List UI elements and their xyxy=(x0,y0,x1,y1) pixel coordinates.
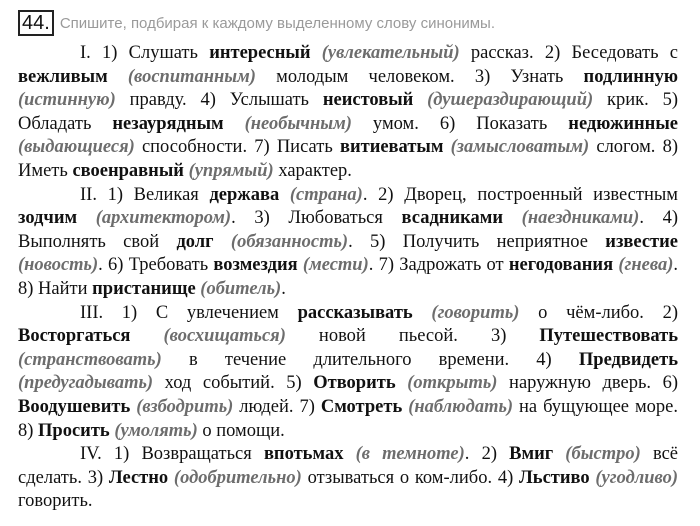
synonym: (новость) xyxy=(18,255,99,276)
exercise-header xyxy=(18,8,495,38)
text-run: способности. 7) Писать xyxy=(134,137,340,158)
synonym: (архитектором) xyxy=(95,208,232,229)
text-run xyxy=(503,208,522,228)
highlighted-word: негодования xyxy=(508,255,614,276)
synonym: (обитель) xyxy=(200,278,282,299)
text-run: в течение длительного времени. 4) xyxy=(161,349,579,370)
highlighted-word: Восторгаться xyxy=(18,326,131,347)
highlighted-word: пристанище xyxy=(92,278,196,299)
synonym: (в темноте) xyxy=(355,444,465,465)
synonym: (страна) xyxy=(289,184,363,205)
text-run xyxy=(77,208,96,228)
synonym: (выдающиеся) xyxy=(18,137,135,158)
highlighted-word: витиеватым xyxy=(339,137,444,158)
highlighted-word: подлинную xyxy=(583,66,679,87)
synonym: (замысловатым) xyxy=(450,137,590,158)
highlighted-word: Смотреть xyxy=(320,396,403,417)
text-run: слогом. 8) Иметь xyxy=(18,137,678,181)
highlighted-word: впотьмах xyxy=(263,444,344,465)
highlighted-word: Просить xyxy=(38,420,110,441)
highlighted-word: Лестно xyxy=(108,467,169,488)
text-run xyxy=(108,67,128,87)
synonym: (гнева) xyxy=(618,255,674,276)
text-run: . 2) xyxy=(464,444,510,465)
highlighted-word: Отворить xyxy=(313,373,396,394)
highlighted-word: неистовый xyxy=(322,90,414,111)
highlighted-word: Путешествовать xyxy=(539,326,678,347)
text-run xyxy=(413,303,432,323)
highlighted-word: незаурядным xyxy=(112,113,224,134)
highlighted-word: рассказывать xyxy=(297,302,413,323)
section-III xyxy=(18,302,678,444)
text-run xyxy=(279,185,290,205)
text-run xyxy=(214,232,231,252)
highlighted-word: своенравный xyxy=(72,160,184,181)
text-run xyxy=(130,326,163,346)
text-run: говорить. xyxy=(18,491,93,512)
text-run: . 2) Дворец, построенный известным xyxy=(362,184,679,205)
highlighted-word: долг xyxy=(176,231,214,252)
text-run xyxy=(553,444,565,464)
synonym: (одобрительно) xyxy=(173,467,302,488)
text-run: IV. 1) Возвращаться xyxy=(80,444,264,465)
text-run: ход событий. 5) xyxy=(153,373,314,394)
text-run: о помощи. xyxy=(197,420,285,441)
synonym: (обязанность) xyxy=(230,231,349,252)
synonym: (наездниками) xyxy=(521,208,640,229)
text-run: . 8) Найти xyxy=(18,255,679,299)
text-run: I. 1) Слушать xyxy=(80,43,210,63)
highlighted-word: вежливым xyxy=(18,66,108,87)
synonym: (говорить) xyxy=(431,302,520,323)
text-run: новой пьесой. 3) xyxy=(285,326,540,347)
exercise-text xyxy=(18,42,678,514)
synonym: (открыть) xyxy=(407,373,498,394)
text-run: III. 1) С увлечением xyxy=(80,302,298,323)
highlighted-word: зодчим xyxy=(18,208,78,229)
exercise-instruction: Спишите, подбирая к каждому выделенному слову синонимы. xyxy=(59,14,496,32)
synonym: (мести) xyxy=(302,255,369,276)
synonym: (быстро) xyxy=(565,444,641,465)
highlighted-word: Воодушевить xyxy=(18,396,131,417)
text-run: крик. 5) Обладать xyxy=(18,90,678,134)
synonym: (увлекательный) xyxy=(321,43,460,63)
text-run: людей. 7) xyxy=(233,396,321,417)
text-run: . 3) Любоваться xyxy=(231,208,402,229)
text-run: на бущующее море. 8) xyxy=(18,396,678,441)
text-run xyxy=(224,114,245,134)
highlighted-word: Вмиг xyxy=(509,444,554,465)
text-run: . 4) Выполнять свой xyxy=(18,208,678,252)
text-run: всё сделать. 3) xyxy=(18,444,678,488)
highlighted-word: интересный xyxy=(209,43,311,63)
synonym: (воспитанным) xyxy=(127,66,256,87)
text-run: правду. 4) Услышать xyxy=(115,90,323,111)
synonym: (упрямый) xyxy=(188,160,274,181)
synonym: (угодливо) xyxy=(595,467,678,488)
highlighted-word: возмездия xyxy=(213,255,298,276)
text-run xyxy=(343,444,355,464)
synonym: (восхищаться) xyxy=(163,326,286,347)
section-I xyxy=(18,42,678,184)
text-run: умом. 6) Показать xyxy=(351,113,569,134)
text-run: отзываться о ком-либо. 4) xyxy=(301,467,519,488)
synonym: (истинную) xyxy=(18,90,116,111)
highlighted-word: Предвидеть xyxy=(578,349,678,370)
text-run xyxy=(443,137,450,157)
text-run xyxy=(311,43,322,63)
synonym: (предугадывать) xyxy=(18,373,154,394)
text-run: наружную дверь. 6) xyxy=(497,373,678,394)
text-run: рассказ. 2) Беседовать с xyxy=(459,43,678,63)
text-run: . 7) Задрожать от xyxy=(368,255,509,276)
synonym: (умолять) xyxy=(114,420,198,441)
text-run: . 5) Получить неприятное xyxy=(348,231,606,252)
highlighted-word: всадниками xyxy=(401,208,504,229)
text-run: . 6) Требовать xyxy=(98,255,214,276)
section-II xyxy=(18,184,678,302)
highlighted-word: недюжинные xyxy=(568,113,678,134)
highlighted-word: держава xyxy=(209,184,280,205)
text-run: молодым человеком. 3) Узнать xyxy=(255,66,584,87)
highlighted-word: Льстиво xyxy=(519,467,590,488)
synonym: (необычным) xyxy=(244,113,352,134)
text-run xyxy=(413,90,427,110)
text-run: . xyxy=(281,278,286,299)
section-IV xyxy=(18,443,678,514)
synonym: (странствовать) xyxy=(18,349,162,370)
synonym: (взбодрить) xyxy=(136,396,234,417)
exercise-number: 44. xyxy=(18,10,54,36)
text-run: II. 1) Великая xyxy=(80,184,210,205)
highlighted-word: известие xyxy=(605,231,678,252)
text-run xyxy=(396,373,408,393)
text-run: о чём-либо. 2) xyxy=(519,302,679,323)
synonym: (душераздирающий) xyxy=(427,90,594,111)
text-run: характер. xyxy=(273,160,352,181)
synonym: (наблюдать) xyxy=(408,396,514,417)
